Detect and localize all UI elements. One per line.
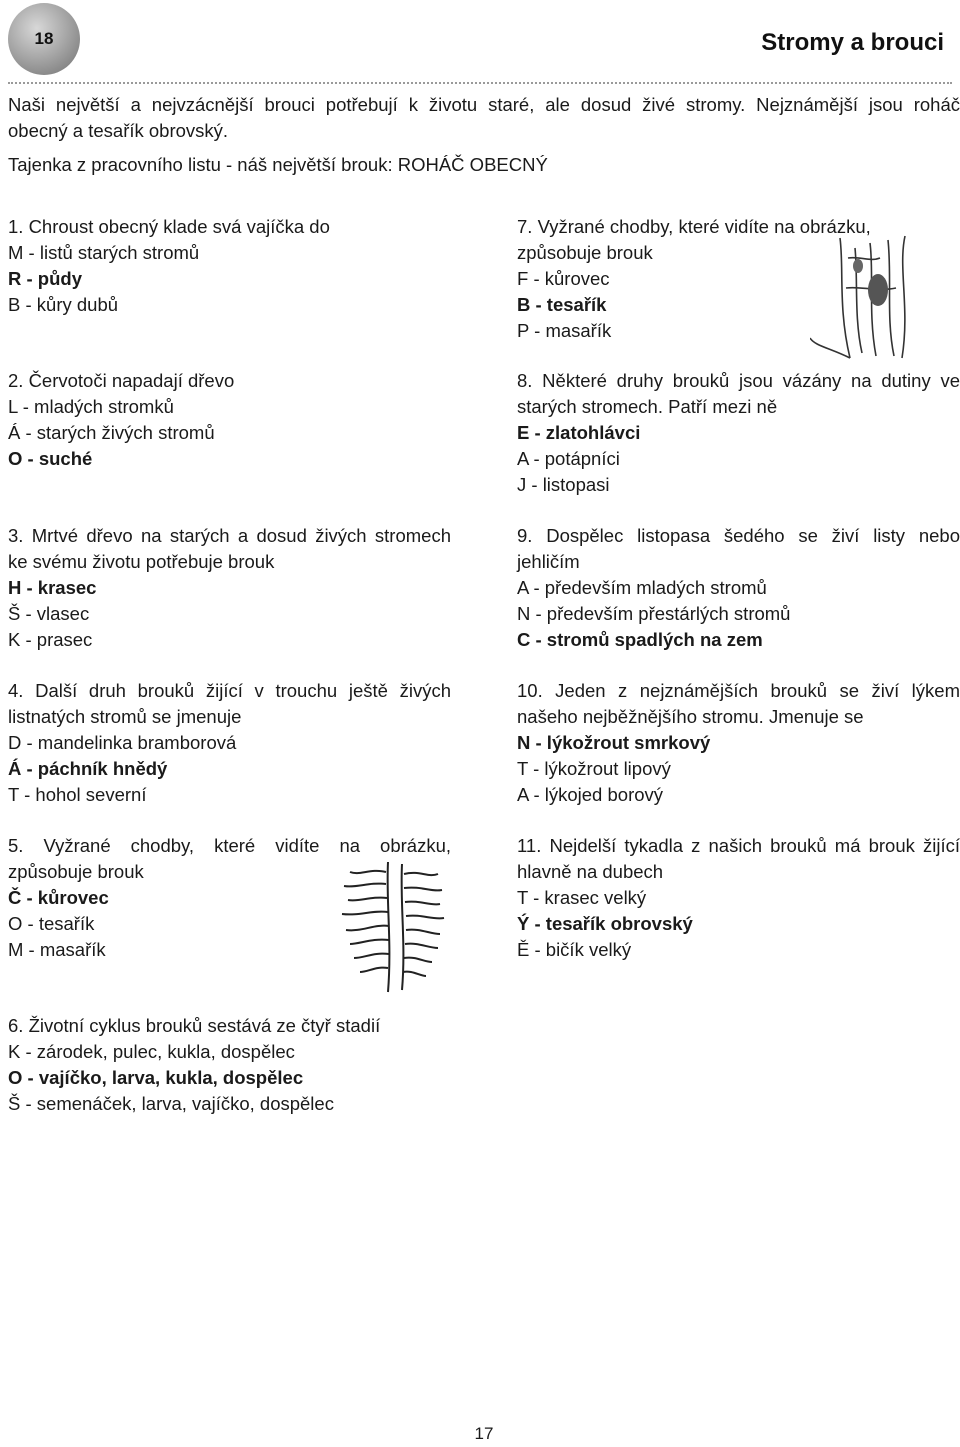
page-number-badge-text: 18: [34, 29, 54, 48]
question-11-text-line-2: hlavně na dubech: [517, 861, 664, 882]
question-8-option-a: E - zlatohlávci: [517, 422, 641, 443]
page-number-badge: [8, 3, 80, 75]
question-9-option-b: N - především přestárlých stromů: [517, 603, 791, 624]
question-6-option-c: Š - semenáček, larva, vajíčko, dospělec: [8, 1093, 334, 1114]
question-4-option-b: Á - páchník hnědý: [8, 758, 168, 779]
header-divider: [8, 82, 952, 84]
question-5-text-line-2: způsobuje brouk: [8, 861, 144, 882]
question-3-option-c: K - prasec: [8, 629, 93, 650]
question-11-option-c: Ě - bičík velký: [517, 939, 632, 960]
question-2-text: 2. Červotoči napadají dřevo: [8, 370, 235, 391]
question-3-text-line-2: ke svému životu potřebuje brouk: [8, 551, 275, 572]
question-11: [517, 833, 960, 963]
question-10-text-line-2: našeho nejběžnějšího stromu. Jmenuje se: [517, 706, 864, 727]
question-1-option-b: R - půdy: [8, 268, 82, 289]
question-4: [8, 678, 451, 808]
question-2: [8, 368, 451, 472]
question-2-option-a: L - mladých stromků: [8, 396, 174, 417]
question-9: [517, 523, 960, 653]
question-1-text: 1. Chroust obecný klade svá vajíčka do: [8, 216, 330, 237]
question-7-text-line-1: 7. Vyžrané chodby, které vidíte na obrázku,: [517, 216, 871, 237]
question-2-option-b: Á - starých živých stromů: [8, 422, 215, 443]
tree-trunk-illustration: [810, 228, 920, 363]
question-1-option-c: B - kůry dubů: [8, 294, 119, 315]
question-9-text-line-2: jehličím: [517, 551, 580, 572]
question-9-text-line-1: 9. Dospělec listopasa šedého se živí listy nebo: [517, 525, 960, 546]
question-11-option-a: T - krasec velký: [517, 887, 647, 908]
question-3: [8, 523, 451, 653]
question-6-option-a: K - zárodek, pulec, kukla, dospělec: [8, 1041, 295, 1062]
question-7-option-b: B - tesařík: [517, 294, 607, 315]
question-8-option-c: J - listopasi: [517, 474, 610, 495]
tajenka-line: Tajenka z pracovního listu - náš největší brouk: ROHÁČ OBECNÝ: [8, 154, 548, 175]
question-2-option-c: O - suché: [8, 448, 93, 469]
question-8-text-line-2: starých stromech. Patří mezi ně: [517, 396, 778, 417]
question-8-text-line-1: 8. Některé druhy brouků jsou vázány na dutiny ve: [517, 370, 960, 391]
question-1: [8, 214, 451, 318]
question-4-text-line-1: 4. Další druh brouků žijící v trouchu ještě živých: [8, 680, 451, 701]
question-10-option-a: N - lýkožrout smrkový: [517, 732, 711, 753]
question-7-text-line-2: způsobuje brouk: [517, 242, 653, 263]
question-5-text-line-1: 5. Vyžrané chodby, které vidíte na obrázku,: [8, 835, 451, 856]
footer-page-number: 17: [474, 1424, 494, 1443]
question-9-option-a: A - především mladých stromů: [517, 577, 767, 598]
intro-line-1: Naši největší a nejvzácnější brouci potřebují k životu staré, ale dosud živé stromy. Nejznámější jsou roháč: [8, 94, 960, 115]
question-10-option-c: A - lýkojed borový: [517, 784, 664, 805]
tajenka-text: [8, 152, 548, 178]
question-9-option-c: C - stromů spadlých na zem: [517, 629, 763, 650]
question-6: [8, 1013, 451, 1117]
intro-line-2: obecný a tesařík obrovský.: [8, 120, 229, 141]
question-7-option-a: F - kůrovec: [517, 268, 610, 289]
question-7-option-c: P - masařík: [517, 320, 612, 341]
question-4-text-line-2: listnatých stromů se jmenuje: [8, 706, 242, 727]
question-10-option-b: T - lýkožrout lipový: [517, 758, 671, 779]
question-3-option-b: Š - vlasec: [8, 603, 90, 624]
question-4-option-a: D - mandelinka bramborová: [8, 732, 237, 753]
question-11-option-b: Ý - tesařík obrovský: [517, 913, 693, 934]
question-6-option-b: O - vajíčko, larva, kukla, dospělec: [8, 1067, 304, 1088]
question-10: [517, 678, 960, 808]
question-8-option-b: A - potápníci: [517, 448, 620, 469]
question-11-text-line-1: 11. Nejdelší tykadla z našich brouků má brouk žijící: [517, 835, 960, 856]
question-4-option-c: T - hohol severní: [8, 784, 147, 805]
question-5-option-b: O - tesařík: [8, 913, 95, 934]
question-5-option-a: Č - kůrovec: [8, 887, 109, 908]
bark-beetle-gallery-illustration: [330, 852, 450, 1002]
question-1-option-a: M - listů starých stromů: [8, 242, 200, 263]
question-5-option-c: M - masařík: [8, 939, 106, 960]
intro-paragraph: [8, 92, 960, 144]
question-3-option-a: H - krasec: [8, 577, 97, 598]
question-10-text-line-1: 10. Jeden z nejznámějších brouků se živí lýkem: [517, 680, 960, 701]
question-8: [517, 368, 960, 498]
question-3-text-line-1: 3. Mrtvé dřevo na starých a dosud živých stromech: [8, 525, 451, 546]
question-6-text: 6. Životní cyklus brouků sestává ze čtyř stadií: [8, 1015, 381, 1036]
page-title: Stromy a brouci: [761, 29, 944, 56]
